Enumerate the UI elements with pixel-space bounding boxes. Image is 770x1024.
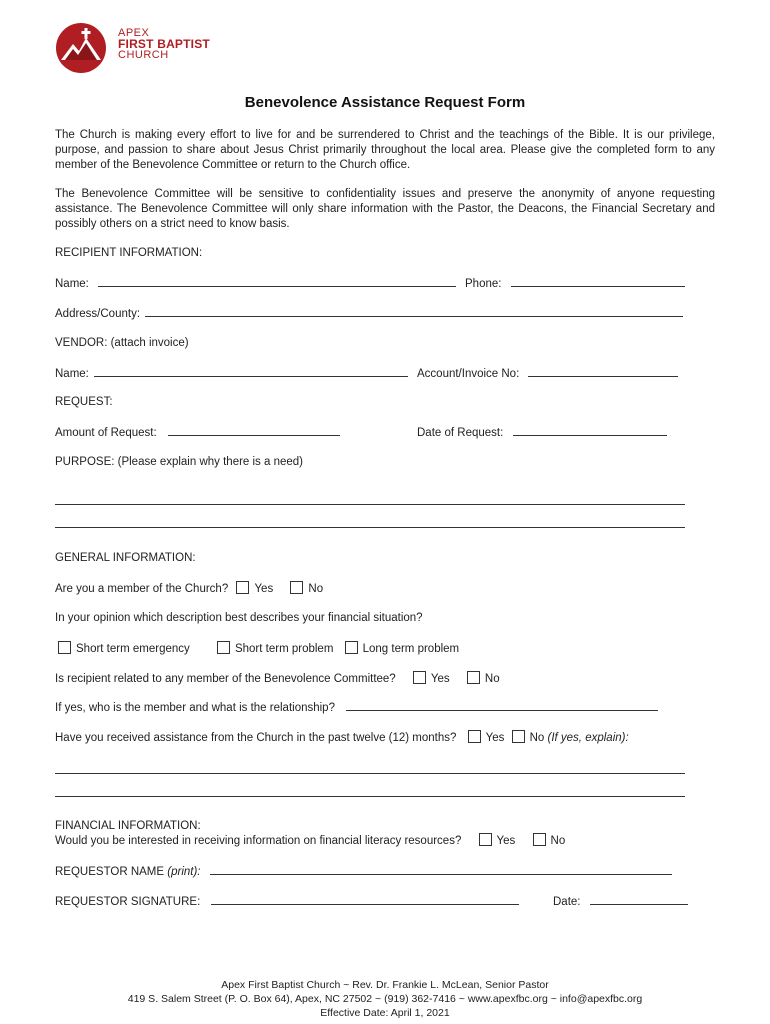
requestor-name-field[interactable]	[210, 864, 672, 875]
long-term-problem-label: Long term problem	[362, 643, 460, 655]
financial-yes-option[interactable]	[479, 833, 516, 848]
assistance-no-option[interactable]	[512, 730, 629, 745]
logo-line-first-baptist: FIRST BAPTIST	[118, 37, 210, 51]
vendor-account-field[interactable]	[528, 366, 678, 377]
footer-effective-date: Effective Date: April 1, 2021	[320, 1007, 450, 1019]
recipient-heading: RECIPIENT INFORMATION:	[55, 247, 203, 259]
requestor-signature-field[interactable]	[211, 894, 519, 905]
vendor-name-row	[55, 366, 408, 381]
requestor-date-row	[553, 894, 688, 909]
assistance-question: Have you received assistance from the Church in the past twelve (12) months?	[55, 732, 457, 744]
situation-question: In your opinion which description best describes your financial situation?	[55, 612, 423, 624]
recipient-address-label: Address/County:	[55, 308, 141, 320]
related-no-option[interactable]	[467, 671, 500, 686]
member-question: Are you a member of the Church?	[55, 583, 229, 595]
short-term-problem-checkbox[interactable]	[217, 641, 230, 654]
short-term-emergency-option[interactable]	[58, 641, 190, 656]
assistance-no-label: No	[529, 732, 545, 744]
financial-no-label: No	[550, 835, 566, 847]
short-term-problem-option[interactable]	[217, 641, 333, 656]
assistance-yes-checkbox[interactable]	[468, 730, 481, 743]
vendor-name-field[interactable]	[94, 366, 408, 377]
logo-line-church: CHURCH	[118, 49, 169, 61]
recipient-name-row	[55, 276, 456, 291]
financial-no-checkbox[interactable]	[533, 833, 546, 846]
member-yes-option[interactable]	[236, 581, 273, 596]
relationship-field[interactable]	[346, 700, 658, 711]
footer-pastor-line: Apex First Baptist Church ~ Rev. Dr. Frankie L. McLean, Senior Pastor	[221, 979, 549, 991]
financial-yes-label: Yes	[496, 835, 516, 847]
long-term-problem-checkbox[interactable]	[345, 641, 358, 654]
request-heading: REQUEST:	[55, 396, 113, 408]
requestor-date-field[interactable]	[590, 894, 688, 905]
financial-no-option[interactable]	[533, 833, 566, 848]
requestor-signature-row	[55, 894, 519, 909]
assistance-yes-label: Yes	[485, 732, 505, 744]
requestor-name-row	[55, 864, 672, 879]
form-title: Benevolence Assistance Request Form	[244, 94, 526, 111]
footer	[0, 978, 770, 1020]
financial-yes-checkbox[interactable]	[479, 833, 492, 846]
vendor-account-row	[417, 366, 678, 381]
relationship-question: If yes, who is the member and what is the relationship?	[55, 702, 335, 714]
logo-wordmark	[118, 28, 210, 61]
situation-options-row	[58, 641, 473, 656]
member-yes-label: Yes	[254, 583, 274, 595]
recipient-phone-label: Phone:	[465, 278, 502, 290]
recipient-address-field[interactable]	[145, 306, 683, 317]
logo-line-apex: APEX	[118, 27, 150, 39]
vendor-heading: VENDOR: (attach invoice)	[55, 337, 189, 349]
church-logo	[55, 22, 235, 74]
purpose-label: PURPOSE: (Please explain why there is a need)	[55, 456, 304, 468]
financial-literacy-question: Would you be interested in receiving information on financial literacy resources?	[55, 835, 462, 847]
request-date-label: Date of Request:	[417, 427, 504, 439]
financial-heading: FINANCIAL INFORMATION:	[55, 820, 201, 832]
vendor-name-label: Name:	[55, 368, 89, 380]
assistance-explain-line-1[interactable]	[55, 773, 685, 774]
recipient-phone-field[interactable]	[511, 276, 685, 287]
request-amount-label: Amount of Request:	[55, 427, 157, 439]
assistance-no-checkbox[interactable]	[512, 730, 525, 743]
request-date-field[interactable]	[513, 425, 667, 436]
member-no-label: No	[308, 583, 324, 595]
relationship-row	[55, 700, 658, 715]
purpose-line-2[interactable]	[55, 527, 685, 528]
short-term-emergency-checkbox[interactable]	[58, 641, 71, 654]
related-yes-option[interactable]	[413, 671, 450, 686]
related-question: Is recipient related to any member of the Benevolence Committee?	[55, 673, 396, 685]
intro-paragraph-1: The Church is making every effort to live for and be surrendered to Christ and the teachings of the Bible. It is our privilege, purpose, and passion to share about Jesus Christ primarily throughout the local area. Please give the completed form to any member of the Benevolence Committee or return to the Church office.	[55, 129, 715, 171]
purpose-line-1[interactable]	[55, 504, 685, 505]
request-amount-row	[55, 425, 340, 440]
member-no-option[interactable]	[290, 581, 323, 596]
vendor-account-label: Account/Invoice No:	[417, 368, 520, 380]
related-no-label: No	[484, 673, 500, 685]
recipient-phone-row	[465, 276, 685, 291]
request-date-row	[417, 425, 667, 440]
footer-address-line: 419 S. Salem Street (P. O. Box 64), Apex, NC 27502 ~ (919) 362-7416 ~ www.apexfbc.org ~ info@apexfbc.org	[127, 993, 643, 1005]
related-yes-label: Yes	[430, 673, 450, 685]
financial-question-row	[55, 833, 579, 848]
recipient-name-field[interactable]	[98, 276, 456, 287]
long-term-problem-option[interactable]	[345, 641, 460, 656]
assistance-question-row	[55, 730, 643, 745]
member-no-checkbox[interactable]	[290, 581, 303, 594]
assistance-yes-option[interactable]	[468, 730, 505, 745]
related-question-row	[55, 671, 514, 686]
intro-paragraph-2: The Benevolence Committee will be sensitive to confidentiality issues and preserve the anonymity of anyone requesting assistance. The Benevolence Committee will only share information with the Pastor, the Deacons, the Financial Secretary and possibly others on a strict need to know basis.	[55, 188, 715, 230]
related-yes-checkbox[interactable]	[413, 671, 426, 684]
member-question-row	[55, 581, 337, 596]
assistance-explain-line-2[interactable]	[55, 796, 685, 797]
requestor-print-note: (print):	[167, 866, 201, 878]
recipient-name-label: Name:	[55, 278, 89, 290]
mountain-cross-icon	[55, 22, 107, 74]
general-heading: GENERAL INFORMATION:	[55, 552, 196, 564]
request-amount-field[interactable]	[168, 425, 340, 436]
member-yes-checkbox[interactable]	[236, 581, 249, 594]
requestor-name-label: REQUESTOR NAME	[55, 866, 165, 878]
recipient-address-row	[55, 306, 683, 321]
short-term-emergency-label: Short term emergency	[76, 643, 190, 655]
short-term-problem-label: Short term problem	[234, 643, 334, 655]
requestor-signature-label: REQUESTOR SIGNATURE:	[55, 896, 201, 908]
assistance-explain-note: (If yes, explain):	[547, 732, 629, 744]
requestor-date-label: Date:	[553, 896, 581, 908]
related-no-checkbox[interactable]	[467, 671, 480, 684]
